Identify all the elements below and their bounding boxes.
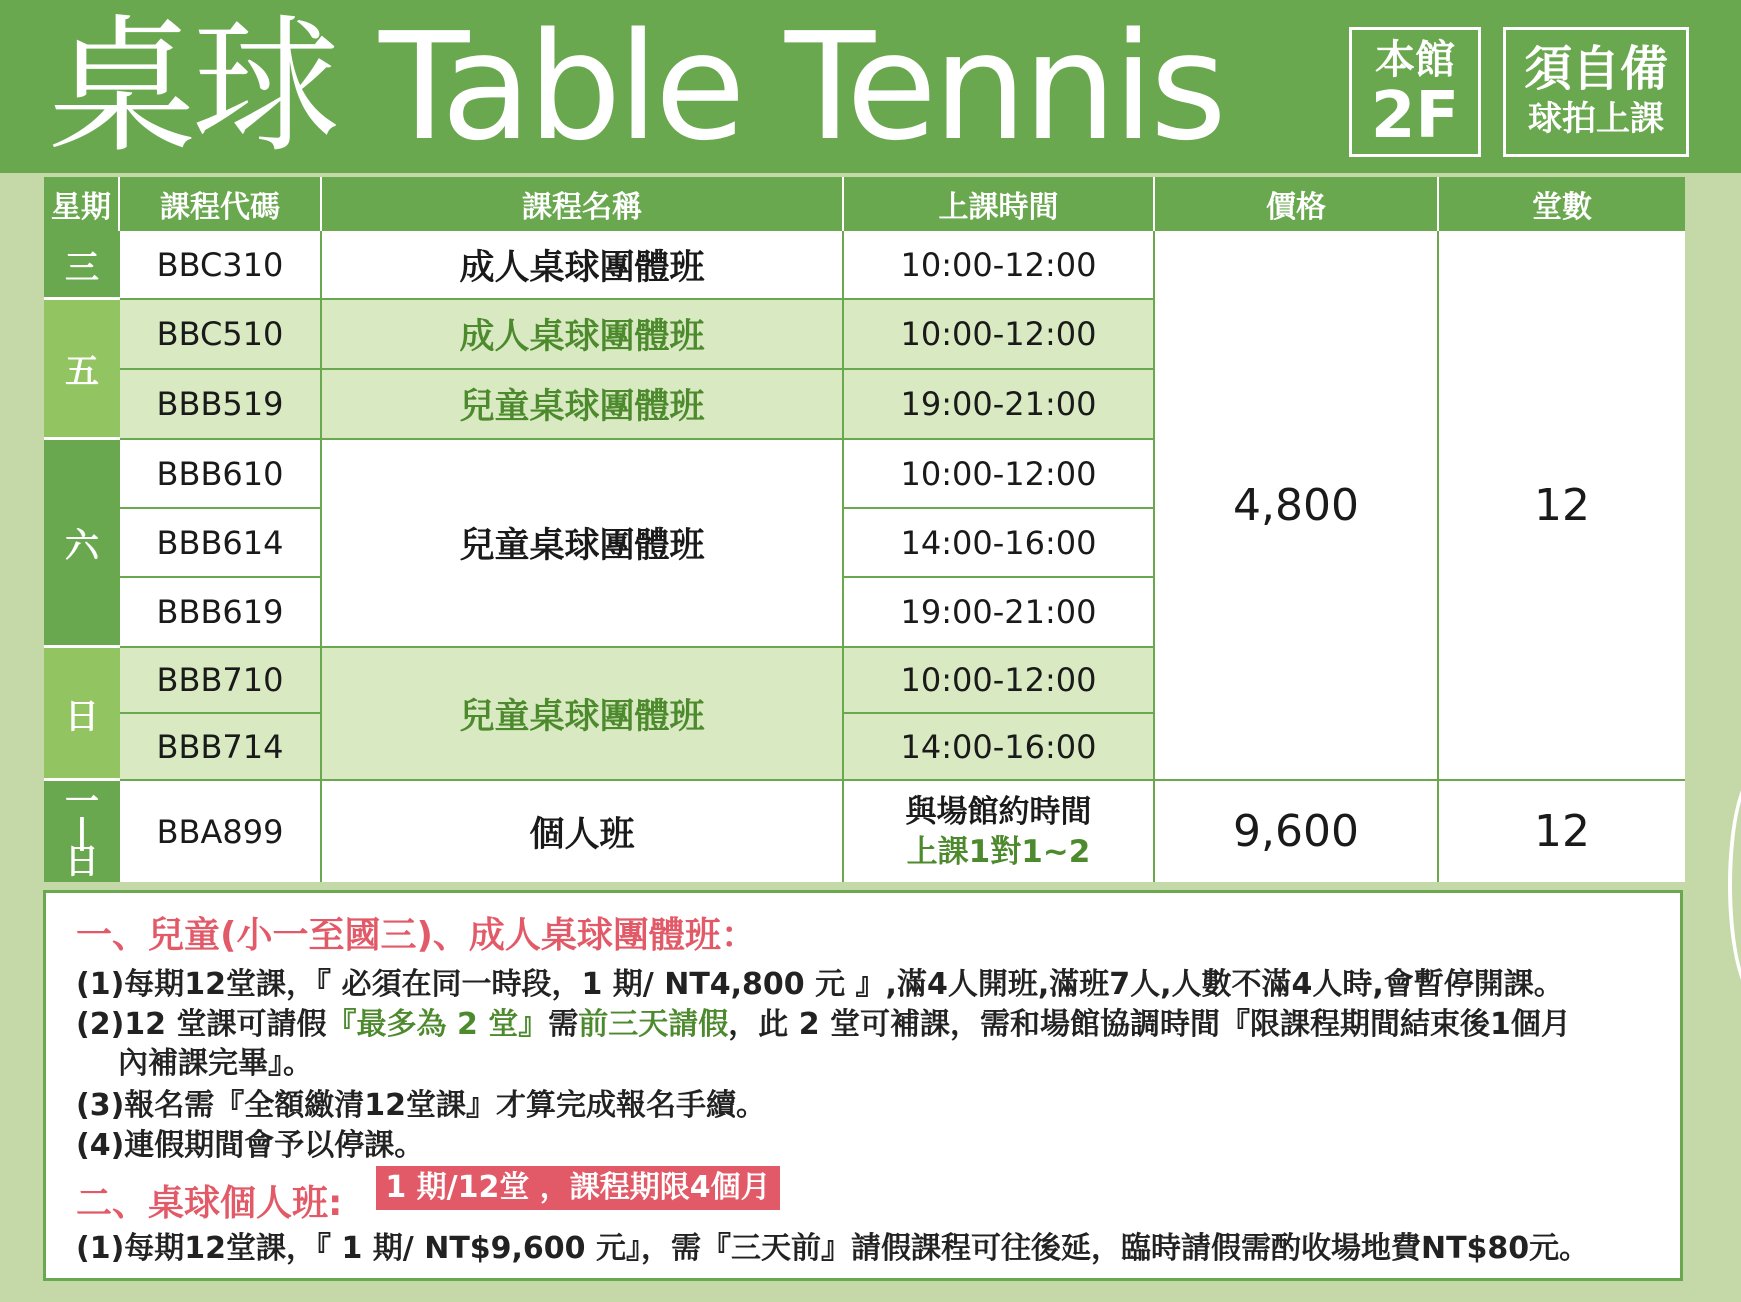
col-header-time: 上課時間	[844, 177, 1155, 231]
course-name: 個人班	[322, 781, 844, 882]
header-banner	[0, 0, 1741, 173]
col-header-price: 價格	[1155, 177, 1439, 231]
ratio-note: 上課1對1~2	[906, 833, 1091, 870]
course-time: 10:00-12:00	[844, 648, 1155, 714]
course-time: 10:00-12:00	[844, 231, 1155, 300]
course-time: 14:00-16:00	[844, 509, 1155, 578]
notes-panel	[43, 890, 1683, 1281]
notes-heading-private: 二、桌球個人班:	[76, 1183, 343, 1224]
day-monday-to-sunday	[44, 781, 120, 882]
course-code: BBB714	[120, 714, 322, 781]
note-line: (4)連假期間會予以停課。	[76, 1128, 425, 1163]
note-line: (1)每期12堂課，『 1 期/ NT$9,600 元』，需『三天前』請假課程可往後延，臨時請假需酌收場地費NT$80元。	[76, 1231, 1590, 1266]
day-saturday: 六	[44, 440, 120, 648]
day-friday: 五	[44, 300, 120, 440]
private-sessions: 12	[1534, 806, 1590, 857]
col-header-code: 課程代碼	[120, 177, 322, 231]
decorative-arc	[1728, 770, 1741, 1000]
day-wednesday: 三	[44, 231, 120, 300]
note-line: 內補課完畢』。	[118, 1046, 313, 1081]
course-code: BBB519	[120, 370, 322, 440]
col-header-name: 課程名稱	[322, 177, 844, 231]
private-price: 9,600	[1155, 781, 1439, 882]
course-code: BBB614	[120, 509, 322, 578]
course-name: 成人桌球團體班	[322, 231, 844, 300]
schedule-table	[44, 177, 1685, 882]
course-name: 兒童桌球團體班	[322, 370, 844, 440]
group-sessions: 12	[1439, 231, 1685, 781]
course-code: BBC310	[120, 231, 322, 300]
term-badge: 1 期/12堂 ，課程期限4個月	[376, 1166, 780, 1210]
day-range-separator: |	[75, 811, 89, 852]
course-time: 19:00-21:00	[844, 578, 1155, 648]
day-sunday: 日	[44, 648, 120, 781]
course-code: BBA899	[120, 781, 322, 882]
note-line: (1)每期12堂課，『 必須在同一時段，1 期/ NT4,800 元 』,滿4人開班,滿班7人,人數不滿4人時,會暫停開課。	[76, 967, 1564, 1002]
note-line: (2)12 堂課可請假『最多為 2 堂』需前三天請假，此 2 堂可補課，需和場館協調時間『限課程期間結束後1個月	[76, 1007, 1571, 1042]
equipment-label: 須自備	[1523, 41, 1668, 97]
day-range-end: 日	[65, 841, 99, 882]
venue-label: 本館	[1375, 37, 1455, 83]
course-time: 10:00-12:00	[844, 440, 1155, 509]
course-name: 成人桌球團體班	[322, 300, 844, 370]
course-code: BBC510	[120, 300, 322, 370]
course-code: BBB610	[120, 440, 322, 509]
col-header-sessions: 堂數	[1439, 177, 1685, 231]
day-range-start: 一	[65, 781, 99, 822]
course-time	[844, 781, 1155, 882]
course-name: 兒童桌球團體班	[322, 648, 844, 781]
course-time: 10:00-12:00	[844, 300, 1155, 370]
page-title: 桌球 Table Tennis	[48, 1, 1223, 173]
course-code: BBB710	[120, 648, 322, 714]
time-note: 與場館約時間	[905, 793, 1092, 830]
floor-label: 2F	[1370, 79, 1460, 153]
notes-heading-group: 一、兒童(小一至國三)、成人桌球團體班：	[76, 915, 757, 956]
group-price: 4,800	[1155, 231, 1439, 781]
course-code: BBB619	[120, 578, 322, 648]
equipment-badge	[1503, 27, 1689, 157]
course-time: 14:00-16:00	[844, 714, 1155, 781]
venue-badge	[1349, 27, 1481, 157]
course-time: 19:00-21:00	[844, 370, 1155, 440]
col-header-day: 星期	[44, 177, 120, 231]
note-line: (3)報名需『全額繳清12堂課』才算完成報名手續。	[76, 1088, 767, 1123]
course-name: 兒童桌球團體班	[322, 440, 844, 648]
equipment-sublabel: 球拍上課	[1528, 99, 1664, 139]
